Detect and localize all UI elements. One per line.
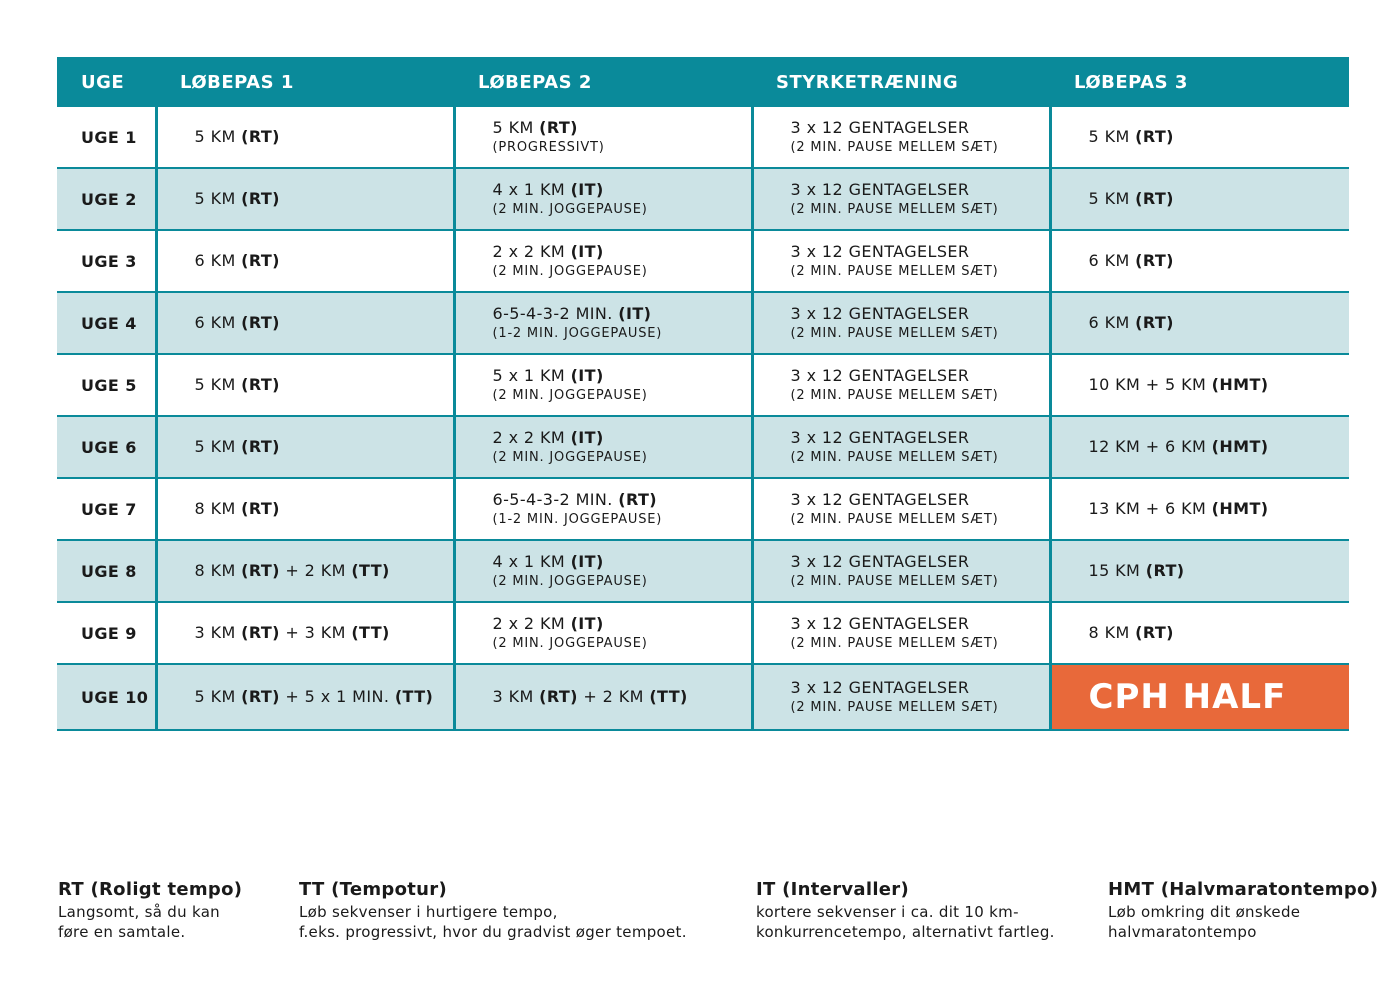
week-label: UGE 5 — [57, 354, 156, 416]
tempo-code: (IT) — [570, 242, 604, 261]
strength-cell — [752, 478, 1050, 540]
run-1-cell — [156, 230, 454, 292]
legend-text: halvmaratontempo — [1108, 923, 1257, 941]
cell-text: 2 x 2 KM — [492, 242, 571, 261]
table-row — [57, 602, 1349, 664]
cell-text: 4 x 1 KM — [492, 552, 571, 571]
cell-text: 6 KM — [194, 251, 242, 270]
week-label: UGE 7 — [57, 478, 156, 540]
cell-main: 3 x 12 GENTAGELSER — [790, 304, 970, 323]
cell-main — [493, 241, 751, 263]
cell-text: + 5 x 1 MIN. — [279, 687, 395, 706]
run-2-cell — [454, 602, 752, 664]
cell-text: 5 KM — [194, 437, 242, 456]
cell-text: 5 KM — [194, 687, 242, 706]
table-row — [57, 416, 1349, 478]
week-label: UGE 1 — [57, 107, 156, 168]
cell-note: (2 MIN. PAUSE MELLEM SÆT) — [790, 450, 999, 465]
run-3-cell — [1050, 354, 1349, 416]
run-3-cell — [1050, 664, 1349, 730]
run-3-cell — [1050, 602, 1349, 664]
tempo-code: (RT) — [241, 189, 280, 208]
cell-text: + 2 KM — [577, 687, 650, 706]
legend-item — [756, 878, 1055, 942]
run-3-cell — [1050, 540, 1349, 602]
cell-text: 12 KM + 6 KM — [1088, 437, 1212, 456]
tempo-code: (RT) — [1135, 313, 1174, 332]
cell-main: 3 x 12 GENTAGELSER — [790, 242, 970, 261]
cell-main — [493, 303, 751, 325]
cell-main — [1089, 250, 1350, 272]
tempo-code: (TT) — [351, 561, 390, 580]
tempo-code: (RT) — [241, 313, 280, 332]
cell-text: 6 KM — [1088, 251, 1136, 270]
legend-item — [1108, 878, 1378, 942]
legend-title: RT (Roligt tempo) — [58, 879, 243, 900]
tempo-code: (RT) — [241, 499, 280, 518]
tempo-code: (RT) — [618, 490, 657, 509]
cell-note: (2 MIN. JOGGEPAUSE) — [492, 636, 648, 651]
table-row — [57, 107, 1349, 168]
week-label: UGE 8 — [57, 540, 156, 602]
run-2-cell — [454, 107, 752, 168]
cell-text: 5 KM — [194, 189, 242, 208]
tempo-code: (RT) — [241, 127, 280, 146]
cell-text: 4 x 1 KM — [492, 180, 571, 199]
week-label: UGE 10 — [57, 664, 156, 730]
cell-main: 3 x 12 GENTAGELSER — [790, 678, 970, 697]
cell-text: 13 KM + 6 KM — [1088, 499, 1212, 518]
run-2-cell — [454, 478, 752, 540]
cell-text: 5 x 1 KM — [492, 366, 571, 385]
table-row — [57, 664, 1349, 730]
cell-text: 2 x 2 KM — [492, 614, 571, 633]
run-2-cell — [454, 168, 752, 230]
header-run-3: LØBEPAS 3 — [1050, 57, 1349, 107]
tempo-code: (IT) — [618, 304, 652, 323]
table-row — [57, 478, 1349, 540]
run-3-cell — [1050, 230, 1349, 292]
cell-text: + 2 KM — [279, 561, 352, 580]
table-row — [57, 540, 1349, 602]
legend-text: konkurrencetempo, alternativt fartleg. — [756, 923, 1055, 941]
header-run-1: LØBEPAS 1 — [156, 57, 454, 107]
cell-main — [1089, 436, 1350, 458]
cell-main — [1089, 560, 1350, 582]
legend-item — [58, 878, 242, 942]
strength-cell — [752, 354, 1050, 416]
table-row — [57, 230, 1349, 292]
strength-cell — [752, 107, 1050, 168]
run-2-cell — [454, 416, 752, 478]
cell-note: (2 MIN. PAUSE MELLEM SÆT) — [790, 636, 999, 651]
cell-main — [493, 686, 751, 708]
cell-text: 8 KM — [194, 561, 242, 580]
cell-note: (2 MIN. JOGGEPAUSE) — [492, 264, 648, 279]
week-label: UGE 9 — [57, 602, 156, 664]
cell-note: (2 MIN. JOGGEPAUSE) — [492, 450, 648, 465]
cell-main — [195, 498, 453, 520]
strength-cell — [752, 168, 1050, 230]
tempo-code: (RT) — [1135, 189, 1174, 208]
run-1-cell — [156, 602, 454, 664]
tempo-code: (TT) — [649, 687, 688, 706]
cell-main — [195, 622, 453, 644]
strength-cell — [752, 230, 1050, 292]
cell-note: (2 MIN. PAUSE MELLEM SÆT) — [790, 574, 999, 589]
run-3-cell — [1050, 107, 1349, 168]
cell-note: (2 MIN. PAUSE MELLEM SÆT) — [790, 326, 999, 341]
cell-note: (2 MIN. PAUSE MELLEM SÆT) — [790, 202, 999, 217]
legend-title: IT (Intervaller) — [756, 879, 910, 900]
cell-main: 3 x 12 GENTAGELSER — [790, 552, 970, 571]
tempo-code: (RT) — [539, 687, 578, 706]
tempo-code: (IT) — [570, 614, 604, 633]
run-3-cell — [1050, 168, 1349, 230]
run-2-cell — [454, 540, 752, 602]
header-run-2: LØBEPAS 2 — [454, 57, 752, 107]
tempo-code: (RT) — [1135, 251, 1174, 270]
tempo-code: (RT) — [241, 623, 280, 642]
cell-main — [493, 613, 751, 635]
cell-text: 5 KM — [194, 375, 242, 394]
cell-note: (PROGRESSIVT) — [492, 140, 605, 155]
cell-note: (2 MIN. PAUSE MELLEM SÆT) — [790, 388, 999, 403]
cell-main: 3 x 12 GENTAGELSER — [790, 428, 970, 447]
legend-text: Langsomt, så du kan — [58, 903, 220, 921]
cell-main — [195, 374, 453, 396]
legend-item — [299, 878, 687, 942]
tempo-code: (RT) — [539, 118, 578, 137]
week-label: UGE 6 — [57, 416, 156, 478]
cell-note: (2 MIN. JOGGEPAUSE) — [492, 574, 648, 589]
tempo-code: (RT) — [241, 437, 280, 456]
run-1-cell — [156, 107, 454, 168]
cell-note: (2 MIN. JOGGEPAUSE) — [492, 202, 648, 217]
cell-main — [1089, 188, 1350, 210]
legend-text: f.eks. progressivt, hvor du gradvist øger tempoet. — [299, 923, 687, 941]
cell-text: 6 KM — [1088, 313, 1136, 332]
cell-main — [195, 126, 453, 148]
cell-text: 10 KM + 5 KM — [1088, 375, 1212, 394]
cell-text: 8 KM — [194, 499, 242, 518]
tempo-code: (TT) — [351, 623, 390, 642]
cell-main — [1089, 498, 1350, 520]
tempo-code: (RT) — [1135, 127, 1174, 146]
strength-cell — [752, 416, 1050, 478]
legend-text: føre en samtale. — [58, 923, 186, 941]
cell-text: 3 KM — [492, 687, 540, 706]
legend-text: Løb sekvenser i hurtigere tempo, — [299, 903, 558, 921]
legend-title: TT (Tempotur) — [299, 879, 447, 900]
table-row — [57, 292, 1349, 354]
cell-text: 5 KM — [194, 127, 242, 146]
cell-note: (2 MIN. PAUSE MELLEM SÆT) — [790, 700, 999, 715]
run-3-cell — [1050, 416, 1349, 478]
cell-main — [195, 560, 453, 582]
run-3-cell — [1050, 292, 1349, 354]
cell-note: (1-2 MIN. JOGGEPAUSE) — [492, 326, 663, 341]
cell-main — [493, 117, 751, 139]
cell-main — [493, 427, 751, 449]
table-header-row — [57, 57, 1349, 107]
tempo-code: (IT) — [570, 428, 604, 447]
cell-text: 6 KM — [194, 313, 242, 332]
tempo-code: (RT) — [241, 561, 280, 580]
run-1-cell — [156, 416, 454, 478]
strength-cell — [752, 664, 1050, 730]
run-1-cell — [156, 168, 454, 230]
legend-title: HMT (Halvmaratontempo) — [1108, 879, 1379, 900]
cell-main — [493, 551, 751, 573]
cell-main — [195, 686, 453, 708]
cell-note: (2 MIN. PAUSE MELLEM SÆT) — [790, 264, 999, 279]
run-1-cell — [156, 540, 454, 602]
run-1-cell — [156, 664, 454, 730]
strength-cell — [752, 602, 1050, 664]
legend-text: kortere sekvenser i ca. dit 10 km- — [756, 903, 1019, 921]
cell-main — [1089, 312, 1350, 334]
cell-note: (2 MIN. JOGGEPAUSE) — [492, 388, 648, 403]
cell-text: + 3 KM — [279, 623, 352, 642]
strength-cell — [752, 292, 1050, 354]
cell-text: 6-5-4-3-2 MIN. — [492, 304, 619, 323]
tempo-code: (TT) — [394, 687, 434, 706]
header-strength: STYRKETRÆNING — [752, 57, 1050, 107]
cell-main: 3 x 12 GENTAGELSER — [790, 180, 970, 199]
run-2-cell — [454, 230, 752, 292]
week-label: UGE 3 — [57, 230, 156, 292]
header-week: UGE — [57, 57, 156, 107]
tempo-code: (RT) — [241, 251, 280, 270]
finale-label: CPH HALF — [1088, 677, 1287, 717]
cell-text: 8 KM — [1088, 623, 1136, 642]
cell-text: 2 x 2 KM — [492, 428, 571, 447]
cell-text: 6-5-4-3-2 MIN. — [492, 490, 619, 509]
run-2-cell — [454, 664, 752, 730]
tempo-code: (HMT) — [1211, 499, 1269, 518]
tempo-code: (IT) — [570, 180, 604, 199]
week-label: UGE 4 — [57, 292, 156, 354]
run-3-cell — [1050, 478, 1349, 540]
training-plan-table — [57, 57, 1349, 731]
cell-main — [195, 250, 453, 272]
tempo-code: (HMT) — [1211, 375, 1269, 394]
cell-main — [493, 365, 751, 387]
run-2-cell — [454, 354, 752, 416]
tempo-code: (HMT) — [1211, 437, 1269, 456]
cell-note: (1-2 MIN. JOGGEPAUSE) — [492, 512, 663, 527]
cell-main — [1089, 374, 1350, 396]
run-1-cell — [156, 354, 454, 416]
cell-main — [195, 436, 453, 458]
cell-text: 5 KM — [1088, 189, 1136, 208]
tempo-code: (IT) — [570, 552, 604, 571]
run-2-cell — [454, 292, 752, 354]
legend-text: Løb omkring dit ønskede — [1108, 903, 1301, 921]
cell-text: 3 KM — [194, 623, 242, 642]
cell-main: 3 x 12 GENTAGELSER — [790, 614, 970, 633]
tempo-code: (IT) — [570, 366, 604, 385]
tempo-code: (RT) — [1145, 561, 1185, 580]
week-label: UGE 2 — [57, 168, 156, 230]
run-1-cell — [156, 478, 454, 540]
cell-note: (2 MIN. PAUSE MELLEM SÆT) — [790, 512, 999, 527]
cell-main: 3 x 12 GENTAGELSER — [790, 490, 970, 509]
table-row — [57, 354, 1349, 416]
cell-note: (2 MIN. PAUSE MELLEM SÆT) — [790, 140, 999, 155]
table-row — [57, 168, 1349, 230]
cell-main — [195, 312, 453, 334]
tempo-code: (RT) — [241, 687, 280, 706]
cell-main: 3 x 12 GENTAGELSER — [790, 366, 970, 385]
cell-text: 15 KM — [1088, 561, 1146, 580]
cell-main: 3 x 12 GENTAGELSER — [790, 118, 970, 137]
cell-text: 5 KM — [492, 118, 540, 137]
cell-main — [1089, 622, 1350, 644]
cell-main — [493, 179, 751, 201]
tempo-code: (RT) — [1135, 623, 1174, 642]
tempo-code: (RT) — [241, 375, 280, 394]
strength-cell — [752, 540, 1050, 602]
cell-main — [493, 489, 751, 511]
cell-main — [1089, 126, 1350, 148]
run-1-cell — [156, 292, 454, 354]
cell-main — [195, 188, 453, 210]
cell-text: 5 KM — [1088, 127, 1136, 146]
